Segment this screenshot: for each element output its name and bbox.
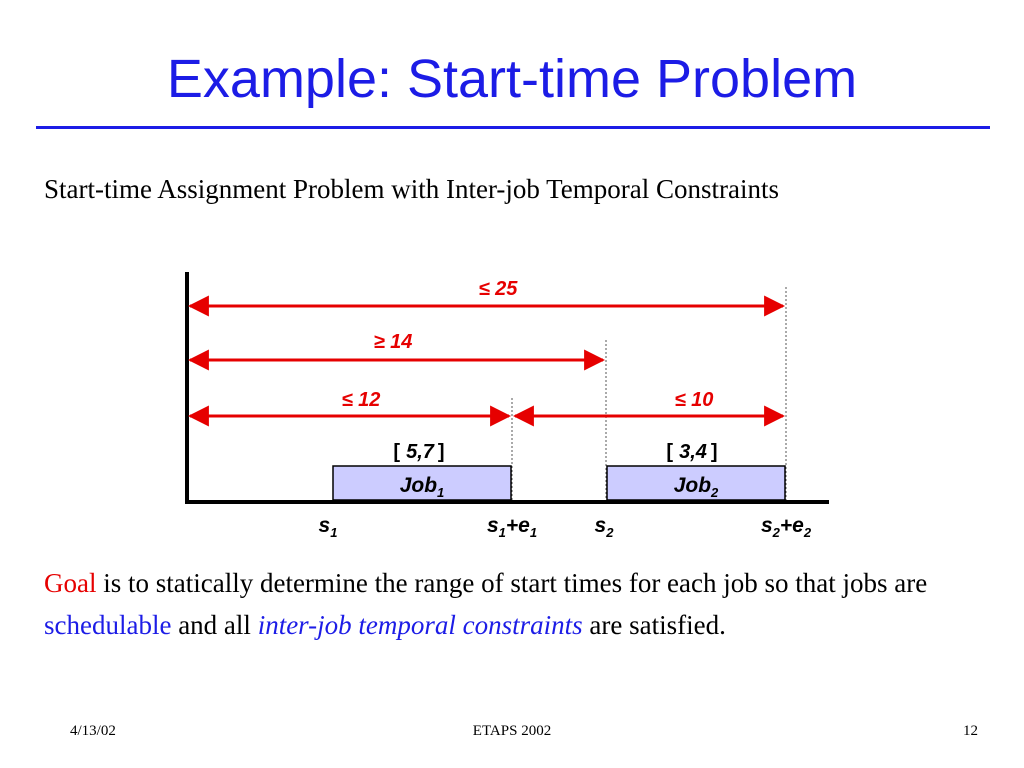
job2-range: [ 3,4 ] [666, 441, 718, 463]
constraint-label-le25: ≤ 25 [478, 278, 518, 300]
axis-label-s1: $s_1$ [318, 514, 338, 540]
axis-label-s2: $s_2$ [594, 514, 614, 540]
axis-label-s2e2: $s_2+e_2$ [760, 514, 812, 540]
slide-title: Example: Start-time Problem [166, 49, 858, 109]
constraint-label-le10: ≤ 10 [674, 389, 714, 411]
job2-label: Job$_2$ [673, 474, 719, 500]
goal-word: Goal [44, 568, 97, 598]
axis-label-s1e1: $s_1+e_1$ [486, 514, 538, 540]
constraint-label-ge14: ≥ 14 [373, 331, 413, 353]
goal-paragraph [44, 562, 984, 646]
job1-label: Job$_1$ [399, 474, 445, 500]
job1-range: [ 5,7 ] [393, 441, 445, 463]
constraints-term: inter-job temporal constraints [257, 610, 583, 640]
footer-event: ETAPS 2002 [472, 723, 552, 739]
schedulable-term: schedulable [44, 610, 172, 640]
goal-text-2: and all [171, 610, 258, 640]
constraint-label-le12: ≤ 12 [341, 389, 381, 411]
goal-text-1: is to statically determine the range of start times for each job so that jobs are [96, 568, 928, 598]
slide-subtitle: Start-time Assignment Problem with Inter-job Temporal Constraints [44, 174, 779, 204]
footer-date: 4/13/02 [70, 723, 116, 739]
footer-page-number: 12 [963, 723, 978, 739]
goal-text-3: are satisfied. [582, 610, 726, 640]
